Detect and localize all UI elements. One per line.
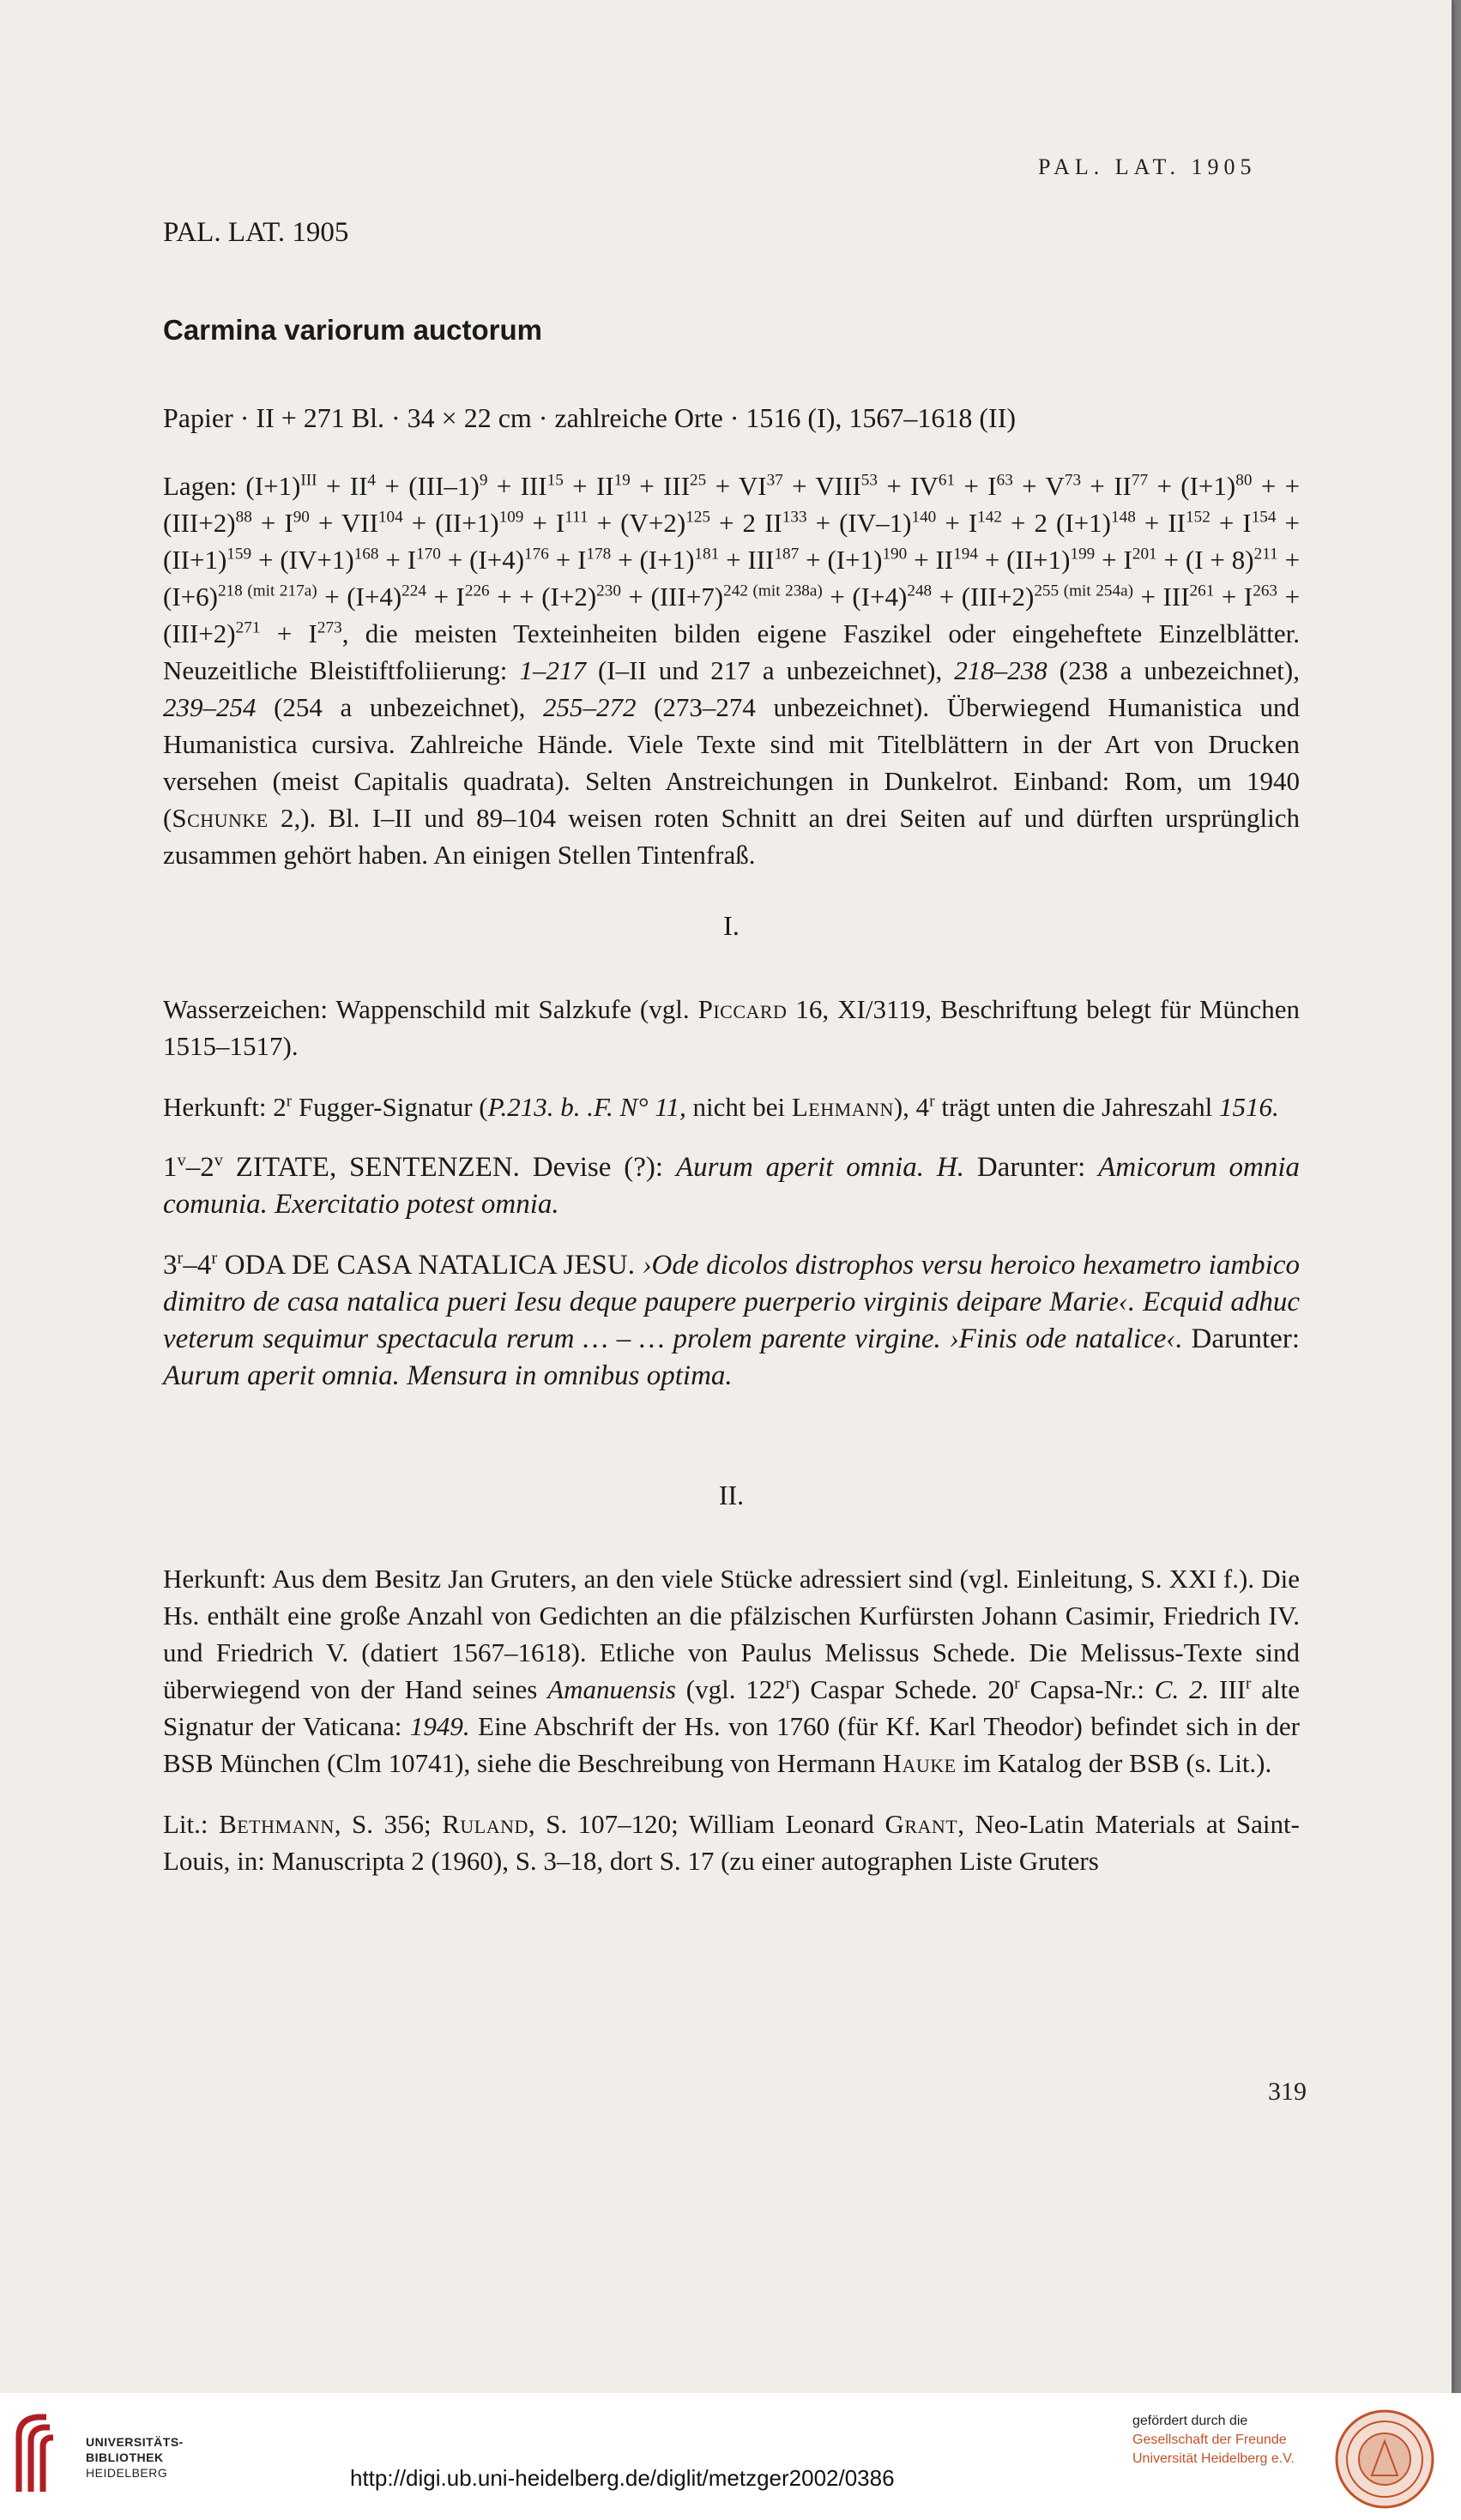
provenance-paragraph-1: Herkunft: 2$^r$ Fugger-Signatur (P.213. b. .F. N° 11, nicht bei Lehmann), 4$^r$ trägt unten die Jahreszahl 1516. [163,1092,1279,1122]
page-number: 319 [1268,2077,1307,2106]
entry-zitate: 1$^v$–2$^v$ ZITATE, SENTENZEN. Devise (?): Aurum aperit omnia. H. Darunter: Amicorum omnia comunia. Exercitatio potest omnia. [163,1151,1300,1220]
sponsor-credit: gefördert durch die Gesellschaft der Freunde Universität Heidelberg e.V. [1132,2414,1295,2466]
watermark-paragraph: Wasserzeichen: Wappenschild mit Salzkufe (vgl. Piccard 16, XI/3119, Beschriftung belegt für München 1515–1517). [163,994,1300,1061]
permalink-url[interactable]: http://digi.ub.uni-heidelberg.de/diglit/metzger2002/0386 [350,2465,895,2491]
university-library-name: UNIVERSITÄTS- BIBLIOTHEK HEIDELBERG [86,2435,184,2480]
document-body [163,214,1300,1903]
shelfmark: PAL. LAT. 1905 [163,217,349,248]
university-seal-icon [1334,2408,1435,2510]
manuscript-title: Carmina variorum auctorum [163,314,542,346]
physical-description: Papier · II + 271 Bl. · 34 × 22 cm · zahlreiche Orte · 1516 (I), 1567–1618 (II) [163,402,1017,433]
section-numeral-1: I. [723,910,740,941]
lagen-paragraph: Lagen: $(I+1)^{III} + II^4 + (III-1)^9 + III^{15} + II^{19} + III^{25} + VI^{37}$ + $VIII^{53} + IV^{61} + I^{63} + V^{73} + II^{77} + (I+1)^{80}$ + + $(III+2)^{88} + I^{90} + VII^{104} + (II+1)^{109} + I^{111} + (V+2)^{125} + 2$ $II^{133} + (IV-1)^{140} + I^{142} + 2$ $(I+1)^{148} + II^{152} + I^{154} + (II+1)^{159} + (IV+1)^{168} + I^{170} + (I+4)^{176} + I^{178} + (I+1)^{181} + III^{187} + (I+1)^{190} + II^{194} + (II+1)^{199} + I^{201} + (I + 8)^{211} + (I+6)^{218 (mit 217a)} + (I+4)^{224} + I^{226}$ + + $(I+2)^{230} + (III+7)^{242 (mit 238a)} + (I+4)^{248} + (III+2)^{255 (mit 254a)} + III^{261} + I^{263} + (III+2)^{271} + I^{273}$, die meisten Texteinheiten bilden eigene Faszikel oder eingeheftete Einzelblätter. Neuzeitliche Bleistiftfoliierung: 1–217 (I–II und 217 a unbezeichnet), 218–238 (238 a unbezeichnet), 239–254 (254 a unbezeichnet), 255–272 (273–274 unbezeichnet). Überwiegend Humanistica und Humanistica cursiva. Zahlreiche Hände. Viele Texte sind mit Titelblättern in der Art von Drucken versehen (meist Capitalis quadrata). Selten Anstreichungen in Dunkelrot. Einband: Rom, um 1940 (Schunke 2,). Bl. I–II und 89–104 weisen roten Schnitt an drei Seiten auf und dürften ursprünglich zusammen gehört haben. An einigen Stellen Tintenfraß. [163,471,1301,870]
section-numeral-2: II. [718,1480,745,1510]
provenance-paragraph-2: Herkunft: Aus dem Besitz Jan Gruters, an den viele Stücke adressiert sind (vgl. Einleitung, S. XXI f.). Die Hs. enthält eine große Anzahl von Gedichten an die pfälzischen Kurfürsten Johann Casimir, Friedrich IV. und Friedrich V. (datiert 1567–1618). Etliche von Paulus Melissus Schede. Die Melissus-Texte sind überwiegend von der Hand seines Amanuensis (vgl. 122$^r$) Caspar Schede. 20$^r$ Capsa-Nr.: C. 2. III$^r$ alte Signatur der Vaticana: 1949. Eine Abschrift der Hs. von 1760 (für Kf. Karl Theodor) befindet sich in der BSB München (Clm 10741), siehe die Beschreibung von Hermann Hauke im Katalog der BSB (s. Lit.). [163,1564,1300,1778]
running-head: PAL. LAT. 1905 [1038,154,1257,179]
entry-oda: 3$^r$–4$^r$ ODA DE CASA NATALICA JESU. ›Ode dicolos distrophos versu heroico hexametro iambico dimitro de casa natalica pueri Iesu deque paupere puerperio virginis deipare Marie‹. Ecquid adhuc veterum sequimur spectacula rerum … – … prolem parente virgine. ›Finis ode natalice‹. Darunter: Aurum aperit omnia. Mensura in omnibus optima. [163,1249,1300,1391]
digitization-footer [0,2393,1461,2520]
literature-paragraph: Lit.: Bethmann, S. 356; Ruland, S. 107–120; William Leonard Grant, Neo-Latin Materials at Saint-Louis, in: Manuscripta 2 (1960), S. 3–18, dort S. 17 (zu einer autographen Liste Gruters [163,1809,1300,1876]
university-library-logo-icon [12,2410,81,2500]
